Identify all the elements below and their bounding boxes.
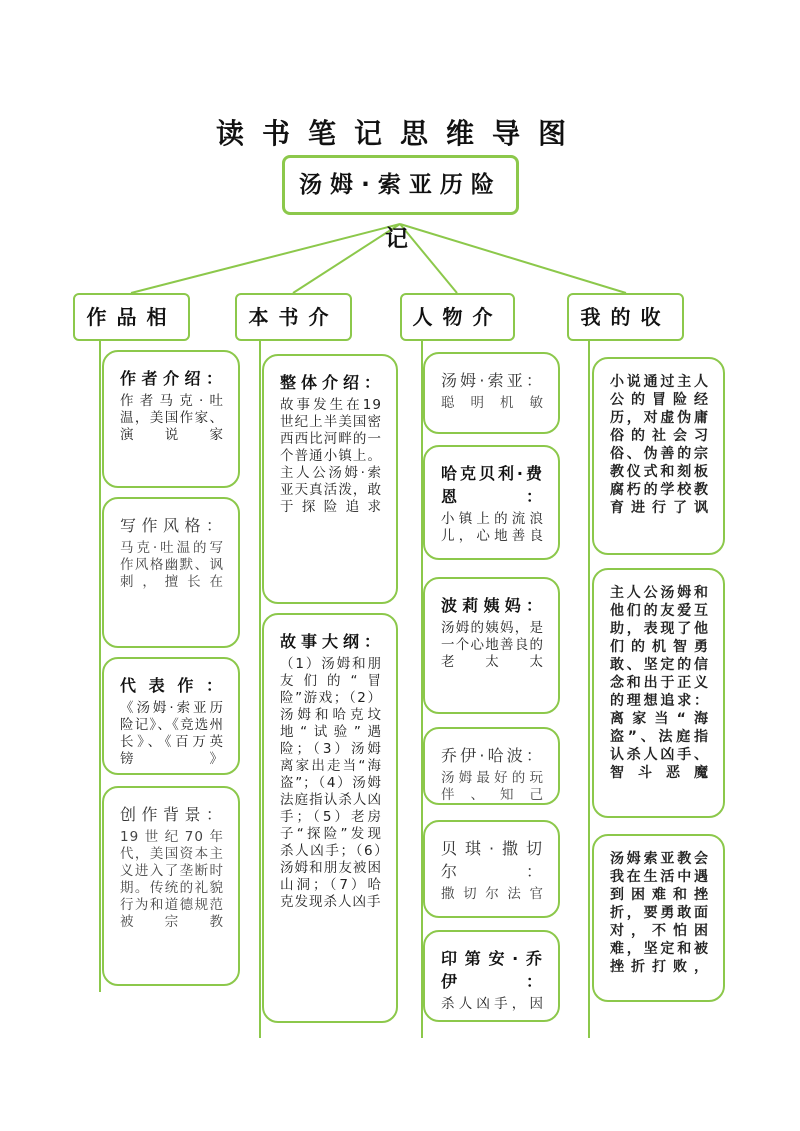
card-joe-harper [423, 727, 560, 805]
card-text: 马克·吐温的写作风格幽默、讽刺，擅长在 [120, 540, 224, 590]
card-text: 撒切尔法官 [441, 886, 544, 902]
category-gains: 我的收 [567, 293, 684, 341]
card-heading: 作者介绍： [120, 369, 224, 388]
card-heading: 创作背景： [120, 805, 224, 824]
card-text: 聪明机敏 [441, 395, 544, 411]
category-book-intro: 本书介 [235, 293, 352, 341]
column-line-4 [588, 341, 590, 1038]
card-heading: 印第安·乔伊： [441, 949, 544, 991]
card-text: 小说通过主人公的冒险经历，对虚伪庸俗的社会习俗、伪善的宗教仪式和刻板腐朽的学校教育进行了讽 [610, 374, 709, 516]
card-heading: 汤姆·索亚： [441, 371, 544, 390]
card-aunt-polly [423, 577, 560, 714]
card-injun-joe [423, 930, 560, 1022]
card-gain-1 [592, 357, 725, 555]
card-heading: 写作风格： [120, 516, 224, 535]
card-heading: 哈克贝利·费恩： [441, 464, 544, 506]
card-text: 汤姆最好的玩伴、知己 [441, 770, 544, 803]
column-line-2 [259, 341, 261, 1038]
card-text: 汤姆的姨妈，是一个心地善良的老太太 [441, 620, 544, 670]
card-writing-style [102, 497, 240, 648]
column-line-1 [99, 341, 101, 992]
card-heading: 故事大纲： [280, 632, 382, 651]
category-works: 作品相 [73, 293, 190, 341]
card-gain-2 [592, 568, 725, 818]
card-text: 故事发生在19世纪上半美国密西西比河畔的一个普通小镇上。主人公汤姆·索亚天真活泼，敢于探险追求 [280, 397, 382, 515]
card-becky-thatcher [423, 820, 560, 918]
card-text: 主人公汤姆和他们的友爱互助，表现了他们的机智勇敢、坚定的信念和出于正义的理想追求：离家当“海盗”、法庭指认杀人凶手、智斗恶魔 [610, 585, 709, 781]
card-heading: 乔伊·哈波： [441, 746, 544, 765]
card-text: 杀人凶手，因 [441, 996, 544, 1012]
card-huckleberry-finn [423, 445, 560, 560]
card-text: 小镇上的流浪儿，心地善良 [441, 511, 544, 544]
page-title: 读书笔记思维导图 [215, 117, 584, 150]
card-story-outline [262, 613, 398, 1023]
card-text: 作者马克·吐温，美国作家、演说家 [120, 393, 224, 443]
card-text: （1）汤姆和朋友们的“冒险”游戏；（2）汤姆和哈克坟地“试验”遇险；（3）汤姆离家出走当“海盗”；（4）汤姆法庭指认杀人凶手；（5）老房子“探险”发现杀人凶手；（6）汤姆和朋友被困山洞；（7）哈克发现杀人凶手 [280, 656, 382, 910]
card-overall-intro [262, 354, 398, 604]
card-representative-works [102, 657, 240, 775]
card-heading: 代表作： [120, 676, 224, 695]
card-text: 19世纪70年代，美国资本主义进入了垄断时期。传统的礼貌行为和道德规范被宗教 [120, 829, 224, 930]
category-characters: 人物介 [400, 293, 515, 341]
card-text: 《汤姆·索亚历险记》、《竞选州长》、《百万英镑》 [120, 700, 224, 767]
card-heading: 波莉姨妈： [441, 596, 544, 615]
center-topic: 汤姆·索亚历险记 [282, 155, 519, 215]
card-background [102, 786, 240, 986]
card-gain-3 [592, 834, 725, 1002]
card-text: 汤姆索亚教会我在生活中遇到困难和挫折，要勇敢面对，不怕困难，坚定和被挫折打败， [610, 851, 709, 975]
card-heading: 贝琪·撒切尔： [441, 839, 544, 881]
card-heading: 整体介绍： [280, 373, 382, 392]
card-author-intro [102, 350, 240, 488]
card-tom-sawyer [423, 352, 560, 434]
